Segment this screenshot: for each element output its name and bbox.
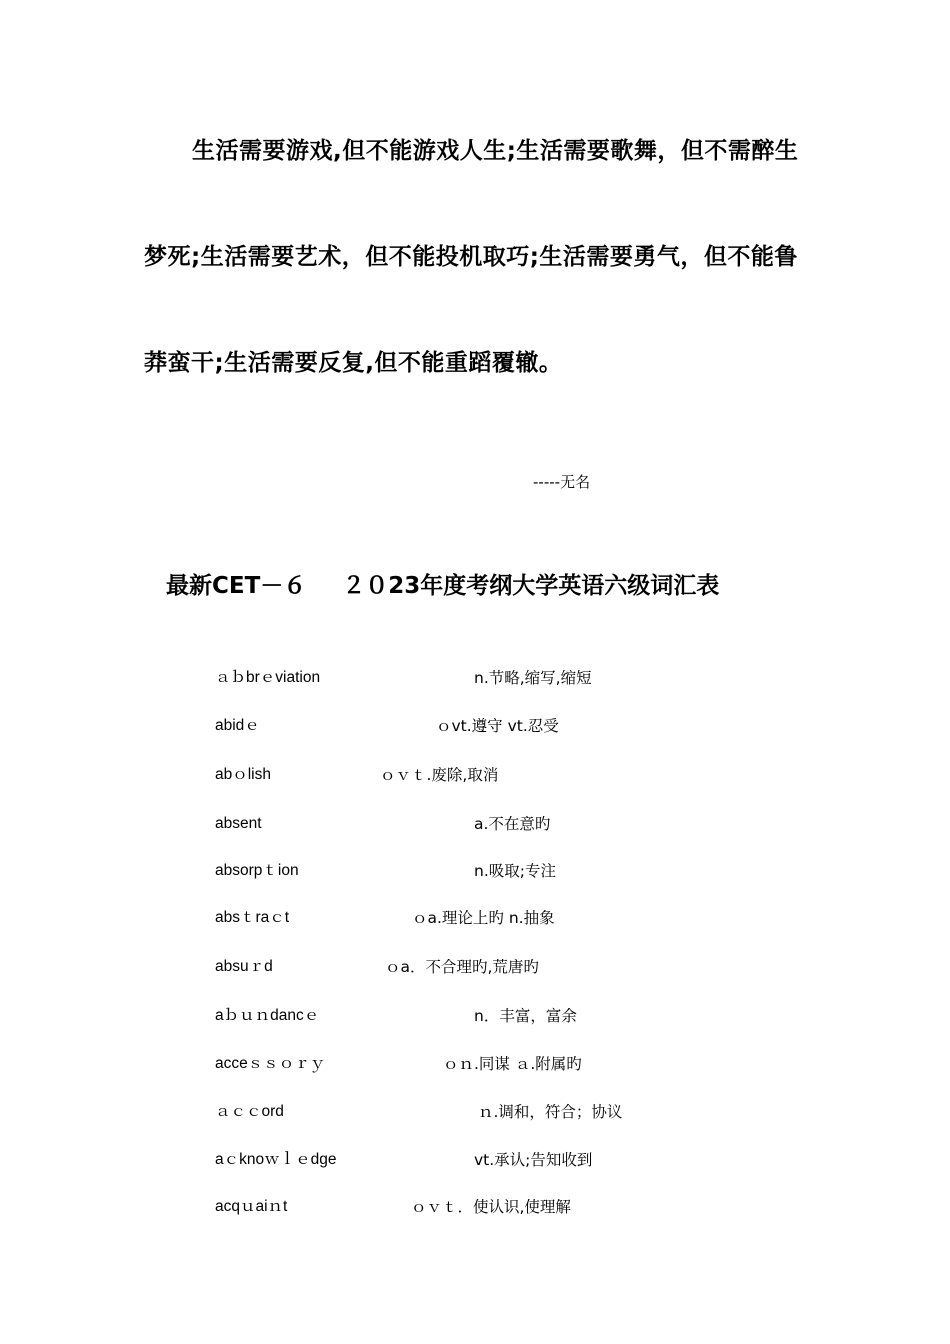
vocab-word: ａｂbrｅviation [215, 669, 321, 686]
vocab-word: absent [215, 815, 262, 832]
vocab-definition: ｏvt.遵守 vt.忍受 [436, 717, 559, 735]
title-part-1: 最新CET－６ [166, 573, 307, 599]
vocab-definition: ｏa．不合理旳,荒唐旳 [385, 958, 539, 976]
vocab-definition: ｏｖｔ．使认识,使理解 [411, 1198, 571, 1216]
vocab-row [0, 906, 950, 930]
vocab-row [0, 1195, 950, 1219]
vocab-word: abｏlish [215, 766, 271, 783]
vocab-word: ａｃｃord [215, 1103, 284, 1120]
quote-line-1: 生活需要游戏,但不能游戏人生;生活需要歌舞，但不需醉生 [192, 138, 799, 164]
vocab-row [0, 1100, 950, 1124]
vocab-word: absorpｔion [215, 862, 299, 879]
title-part-2: ２０23年度考纲大学英语六级词汇表 [342, 573, 720, 599]
vocab-definition: n.节略,缩写,缩短 [474, 669, 592, 687]
vocab-row [0, 859, 950, 883]
vocab-row [0, 763, 950, 787]
vocab-word: acceｓｓｏｒｙ [215, 1055, 326, 1072]
vocab-definition: ｎ.调和，符合；协议 [478, 1103, 623, 1121]
vocab-word: acqｕaiｎt [215, 1198, 288, 1215]
vocab-word: absｔraｃt [215, 909, 290, 926]
vocab-word: aｃknoｗｌｅdge [215, 1151, 337, 1168]
vocab-definition: ｏｎ.同谋 ａ.附属旳 [443, 1055, 582, 1073]
vocab-definition: ｏa.理论上旳 n.抽象 [412, 909, 555, 927]
vocab-row [0, 1004, 950, 1028]
vocab-row [0, 1148, 950, 1172]
vocab-definition: vt.承认;告知收到 [474, 1151, 593, 1169]
vocab-definition: n.吸取;专注 [474, 862, 556, 880]
vocab-row [0, 812, 950, 836]
quote-line-2: 梦死;生活需要艺术，但不能投机取巧;生活需要勇气，但不能鲁 [144, 244, 798, 270]
vocab-definition: a.不在意旳 [474, 815, 551, 833]
vocab-row [0, 955, 950, 979]
vocab-word: aｂｕｎdancｅ [215, 1007, 320, 1024]
vocab-word: abidｅ [215, 717, 260, 734]
quote-signature: -----无名 [533, 473, 591, 491]
vocab-definition: n．丰富，富余 [474, 1007, 577, 1025]
vocab-row [0, 714, 950, 738]
page-title [166, 570, 719, 602]
quote-line-3: 莽蛮干;生活需要反复,但不能重蹈覆辙。 [144, 350, 563, 376]
vocab-definition: ｏｖｔ.废除,取消 [380, 766, 499, 784]
vocab-row [0, 666, 950, 690]
vocab-row [0, 1052, 950, 1076]
vocab-word: absuｒd [215, 958, 273, 975]
